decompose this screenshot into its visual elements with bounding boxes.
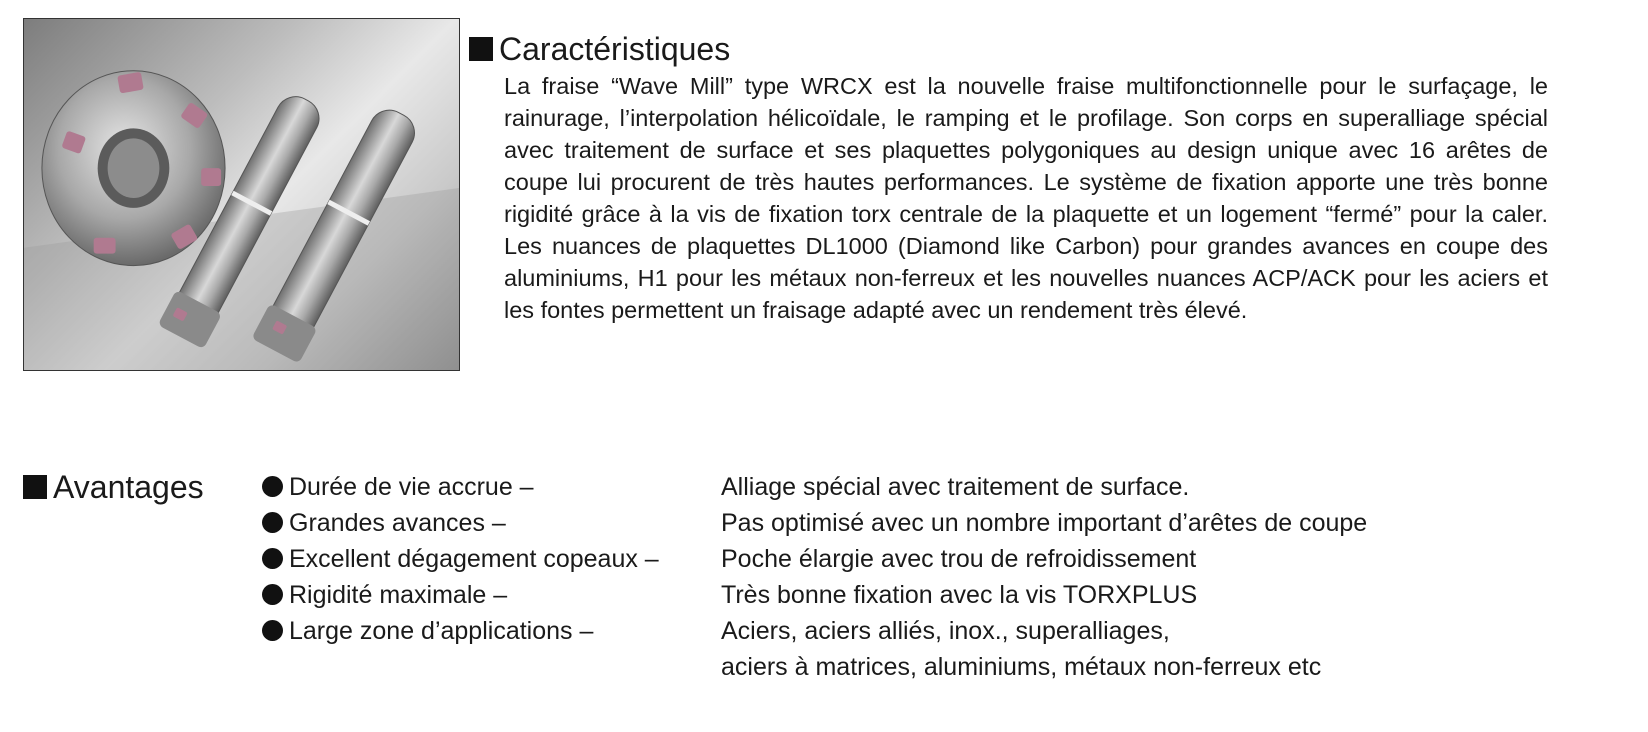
list-item <box>262 542 1197 578</box>
list-item <box>262 506 1368 542</box>
circle-bullet-icon <box>262 548 283 569</box>
advantage-label: Durée de vie accrue – <box>289 473 534 501</box>
features-heading-text: Caractéristiques <box>499 31 731 67</box>
circle-bullet-icon <box>262 512 283 533</box>
list-item <box>262 578 1198 614</box>
square-bullet-icon <box>23 475 47 499</box>
advantage-description: Très bonne fixation avec la vis TORXPLUS <box>721 581 1198 609</box>
advantage-description: Aciers, aciers alliés, inox., superalliages, <box>721 617 1170 645</box>
advantage-label: Grandes avances – <box>289 509 506 537</box>
advantages-heading <box>23 467 204 507</box>
advantage-description: Poche élargie avec trou de refroidissement <box>721 545 1197 573</box>
advantages-heading-text: Avantages <box>53 469 204 505</box>
features-paragraph: La fraise “Wave Mill” type WRCX est la nouvelle fraise multifonctionnelle pour le surfaçage, le rainurage, l’interpolation hélicoïdale, le ramping et le profilage. Son corps en superalliage spécial avec traitement de surface et ses plaquettes polygoniques au design unique avec 16 arêtes de coupe lui procurent de très hautes performances. Le système de fixation apporte une très bonne rigidité grâce à la vis de fixation torx centrale de la plaquette et un logement “fermé” pour la caler. Les nuances de plaquettes DL1000 (Diamond like Carbon) pour grandes avances en coupe des aluminiums, H1 pour les métaux non-ferreux et les nouvelles nuances ACP/ACK pour les aciers et les fontes permettent un fraisage adapté avec un rendement très élevé. <box>504 73 1548 323</box>
list-item <box>262 650 1322 686</box>
advantage-label: Excellent dégagement copeaux – <box>289 545 659 573</box>
list-item <box>262 470 1190 506</box>
circle-bullet-icon <box>262 476 283 497</box>
features-heading <box>469 29 730 69</box>
square-bullet-icon <box>469 37 493 61</box>
product-photo <box>23 18 460 371</box>
advantage-description: Alliage spécial avec traitement de surface. <box>721 473 1190 501</box>
advantages-list <box>262 470 1368 686</box>
milling-tools-illustration <box>24 19 459 370</box>
advantage-label: Large zone d’applications – <box>289 617 594 645</box>
advantage-description: aciers à matrices, aluminiums, métaux non-ferreux etc <box>721 653 1322 681</box>
advantage-description: Pas optimisé avec un nombre important d’arêtes de coupe <box>721 509 1368 537</box>
advantage-label: Rigidité maximale – <box>289 581 508 609</box>
circle-bullet-icon <box>262 584 283 605</box>
circle-bullet-icon <box>262 620 283 641</box>
list-item <box>262 614 1170 650</box>
